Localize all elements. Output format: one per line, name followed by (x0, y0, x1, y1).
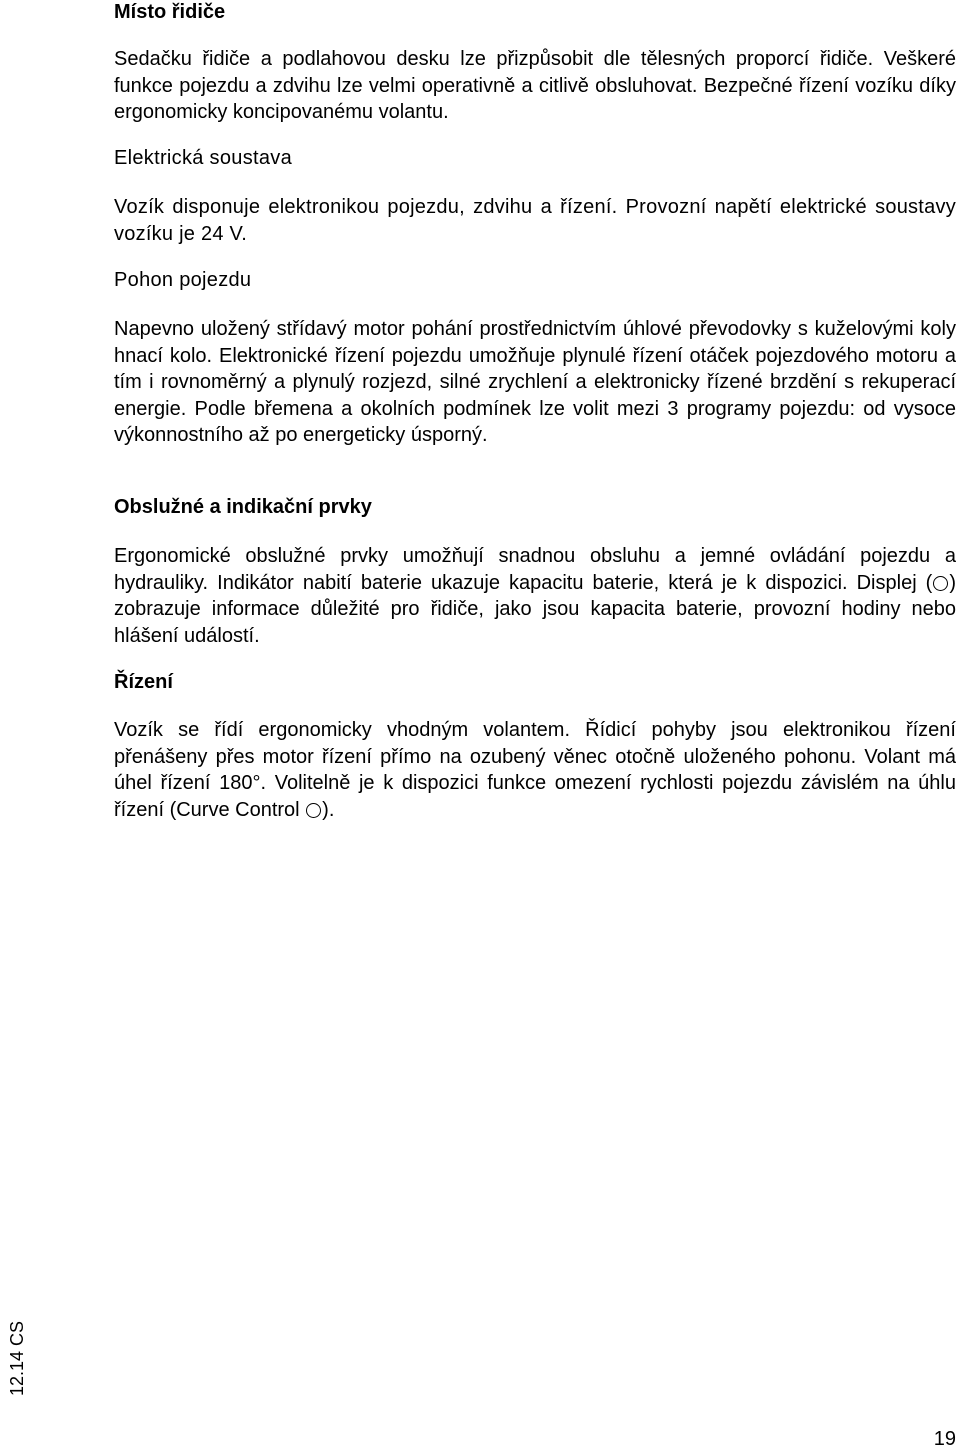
paragraph-rizeni (114, 717, 956, 823)
paragraph-misto-ridice: Sedačku řidiče a podlahovou desku lze přizpůsobit dle tělesných proporcí řidiče. Veškeré funkce pojezdu a zdvihu lze velmi operativně a citlivě obsluhovat. Bezpečné řízení vozíku díky ergonomicky koncipovanému volantu. (114, 48, 956, 123)
section-heading-obsluzne-a-indikacni-prvky: Obslužné a indikační prvky (114, 496, 372, 518)
section-heading-rizeni: Řízení (114, 671, 173, 693)
paragraph-text-part: ). (322, 798, 335, 821)
option-circle-icon (306, 803, 321, 818)
paragraph-obsluzne-a-indikacni-prvky (114, 543, 956, 649)
option-circle-icon (933, 576, 948, 591)
edition-label: 12.14 CS (7, 1320, 27, 1396)
paragraph-elektricka-soustava: Vozík disponuje elektronikou pojezdu, zdvihu a řízení. Provozní napětí elektrické soustavy vozíku je 24 V. (114, 196, 956, 245)
paragraph-text-part: ) zobrazuje informace důležité pro řidiče, jako jsou kapacita baterie, provozní hodiny nebo hlášení událostí. (114, 571, 956, 647)
page-number: 19 (933, 1428, 956, 1450)
section-heading-elektricka-soustava: Elektrická soustava (114, 147, 292, 169)
section-heading-pohon-pojezdu: Pohon pojezdu (114, 269, 252, 291)
paragraph-text-part: Vozík se řídí ergonomicky vhodným volantem. Řídicí pohyby jsou elektronikou řízení přenášeny přes motor řízení přímo na ozubený věnec otočně uloženého pohonu. Volant má úhel řízení 180°. Volitelně je k dispozici funkce omezení rychlosti pojezdu závislém na úhlu řízení (Curve Control (114, 719, 956, 821)
section-heading-misto-ridice: Místo řidiče (114, 1, 226, 23)
paragraph-text-part: Ergonomické obslužné prvky umožňují snadnou obsluhu a jemné ovládání pojezdu a hydrauliky. Indikátor nabití baterie ukazuje kapacitu baterie, která je k dispozici. Displej ( (114, 545, 956, 594)
paragraph-pohon-pojezdu: Napevno uložený střídavý motor pohání prostřednictvím úhlové převodovky s kuželovými koly hnací kolo. Elektronické řízení pojezdu umožňuje plynulé řízení otáček pojezdového motoru a tím i rovnoměrný a plynulý rozjezd, silné zrychlení a elektronicky řízené brzdění s rekuperací energie. Podle břemena a okolních podmínek lze volit mezi 3 programy pojezdu: od vysoce výkonnostního až po energeticky úsporný. (114, 318, 956, 446)
